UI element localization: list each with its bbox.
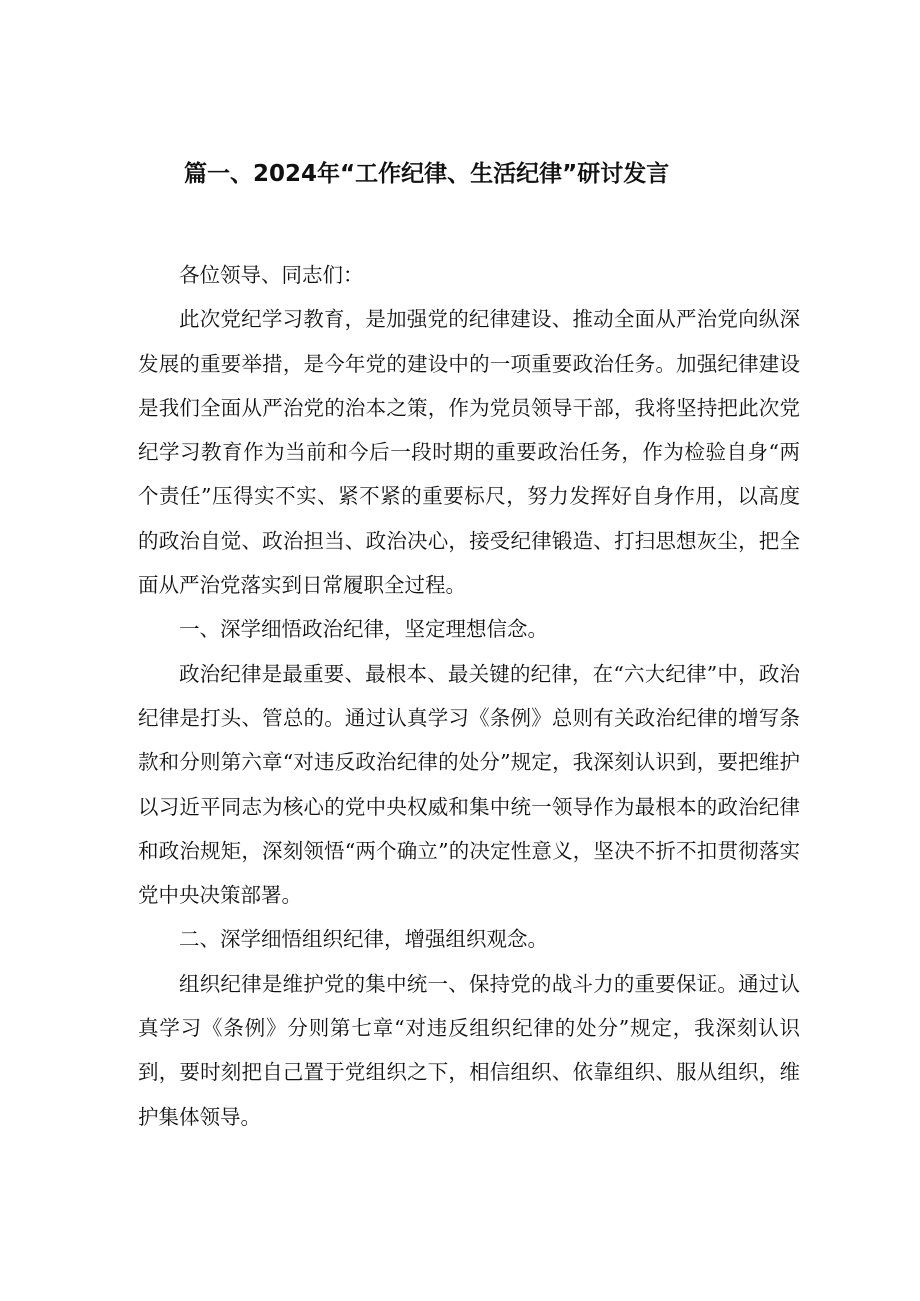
section-heading-organizational-discipline: 二、深学细悟组织纪律，增强组织观念。 — [179, 927, 548, 952]
section-heading-political-discipline: 一、深学细悟政治纪律，坚定理想信念。 — [179, 617, 548, 642]
paragraph-organizational-discipline: 组织纪律是维护党的集中统一、保持党的战斗力的重要保证。通过认真学习《条例》分则第七章“对违反组织纪律的处分”规定，我深刻认识到，要时刻把自己置于党组织之下，相信组织、依靠组织、服从组织，维护集体领导。 — [138, 971, 800, 1129]
document-body — [138, 253, 800, 1139]
paragraph-intro: 此次党纪学习教育，是加强党的纪律建设、推动全面从严治党向纵深发展的重要举措，是今年党的建设中的一项重要政治任务。加强纪律建设是我们全面从严治党的治本之策，作为党员领导干部，我将坚持把此次党纪学习教育作为当前和今后一段时期的重要政治任务，作为检验自身“两个责任”压得实不实、紧不紧的重要标尺，努力发挥好自身作用，以高度的政治自觉、政治担当、政治决心，接受纪律锻造、打扫思想灰尘，把全面从严治党落实到日常履职全过程。 — [138, 307, 800, 598]
salutation: 各位领导、同志们： — [179, 263, 364, 287]
document-title: 篇一、2024年“工作纪律、生活纪律”研讨发言 — [184, 161, 670, 187]
paragraph-political-discipline: 政治纪律是最重要、最根本、最关键的纪律，在“六大纪律”中，政治纪律是打头、管总的。通过认真学习《条例》总则有关政治纪律的增写条款和分则第六章“对违反政治纪律的处分”规定，我深刻认识到，要把维护以习近平同志为核心的党中央权威和集中统一领导作为最根本的政治纪律和政治规矩，深刻领悟“两个确立”的决定性意义，坚决不折不扣贯彻落实党中央决策部署。 — [138, 661, 800, 908]
